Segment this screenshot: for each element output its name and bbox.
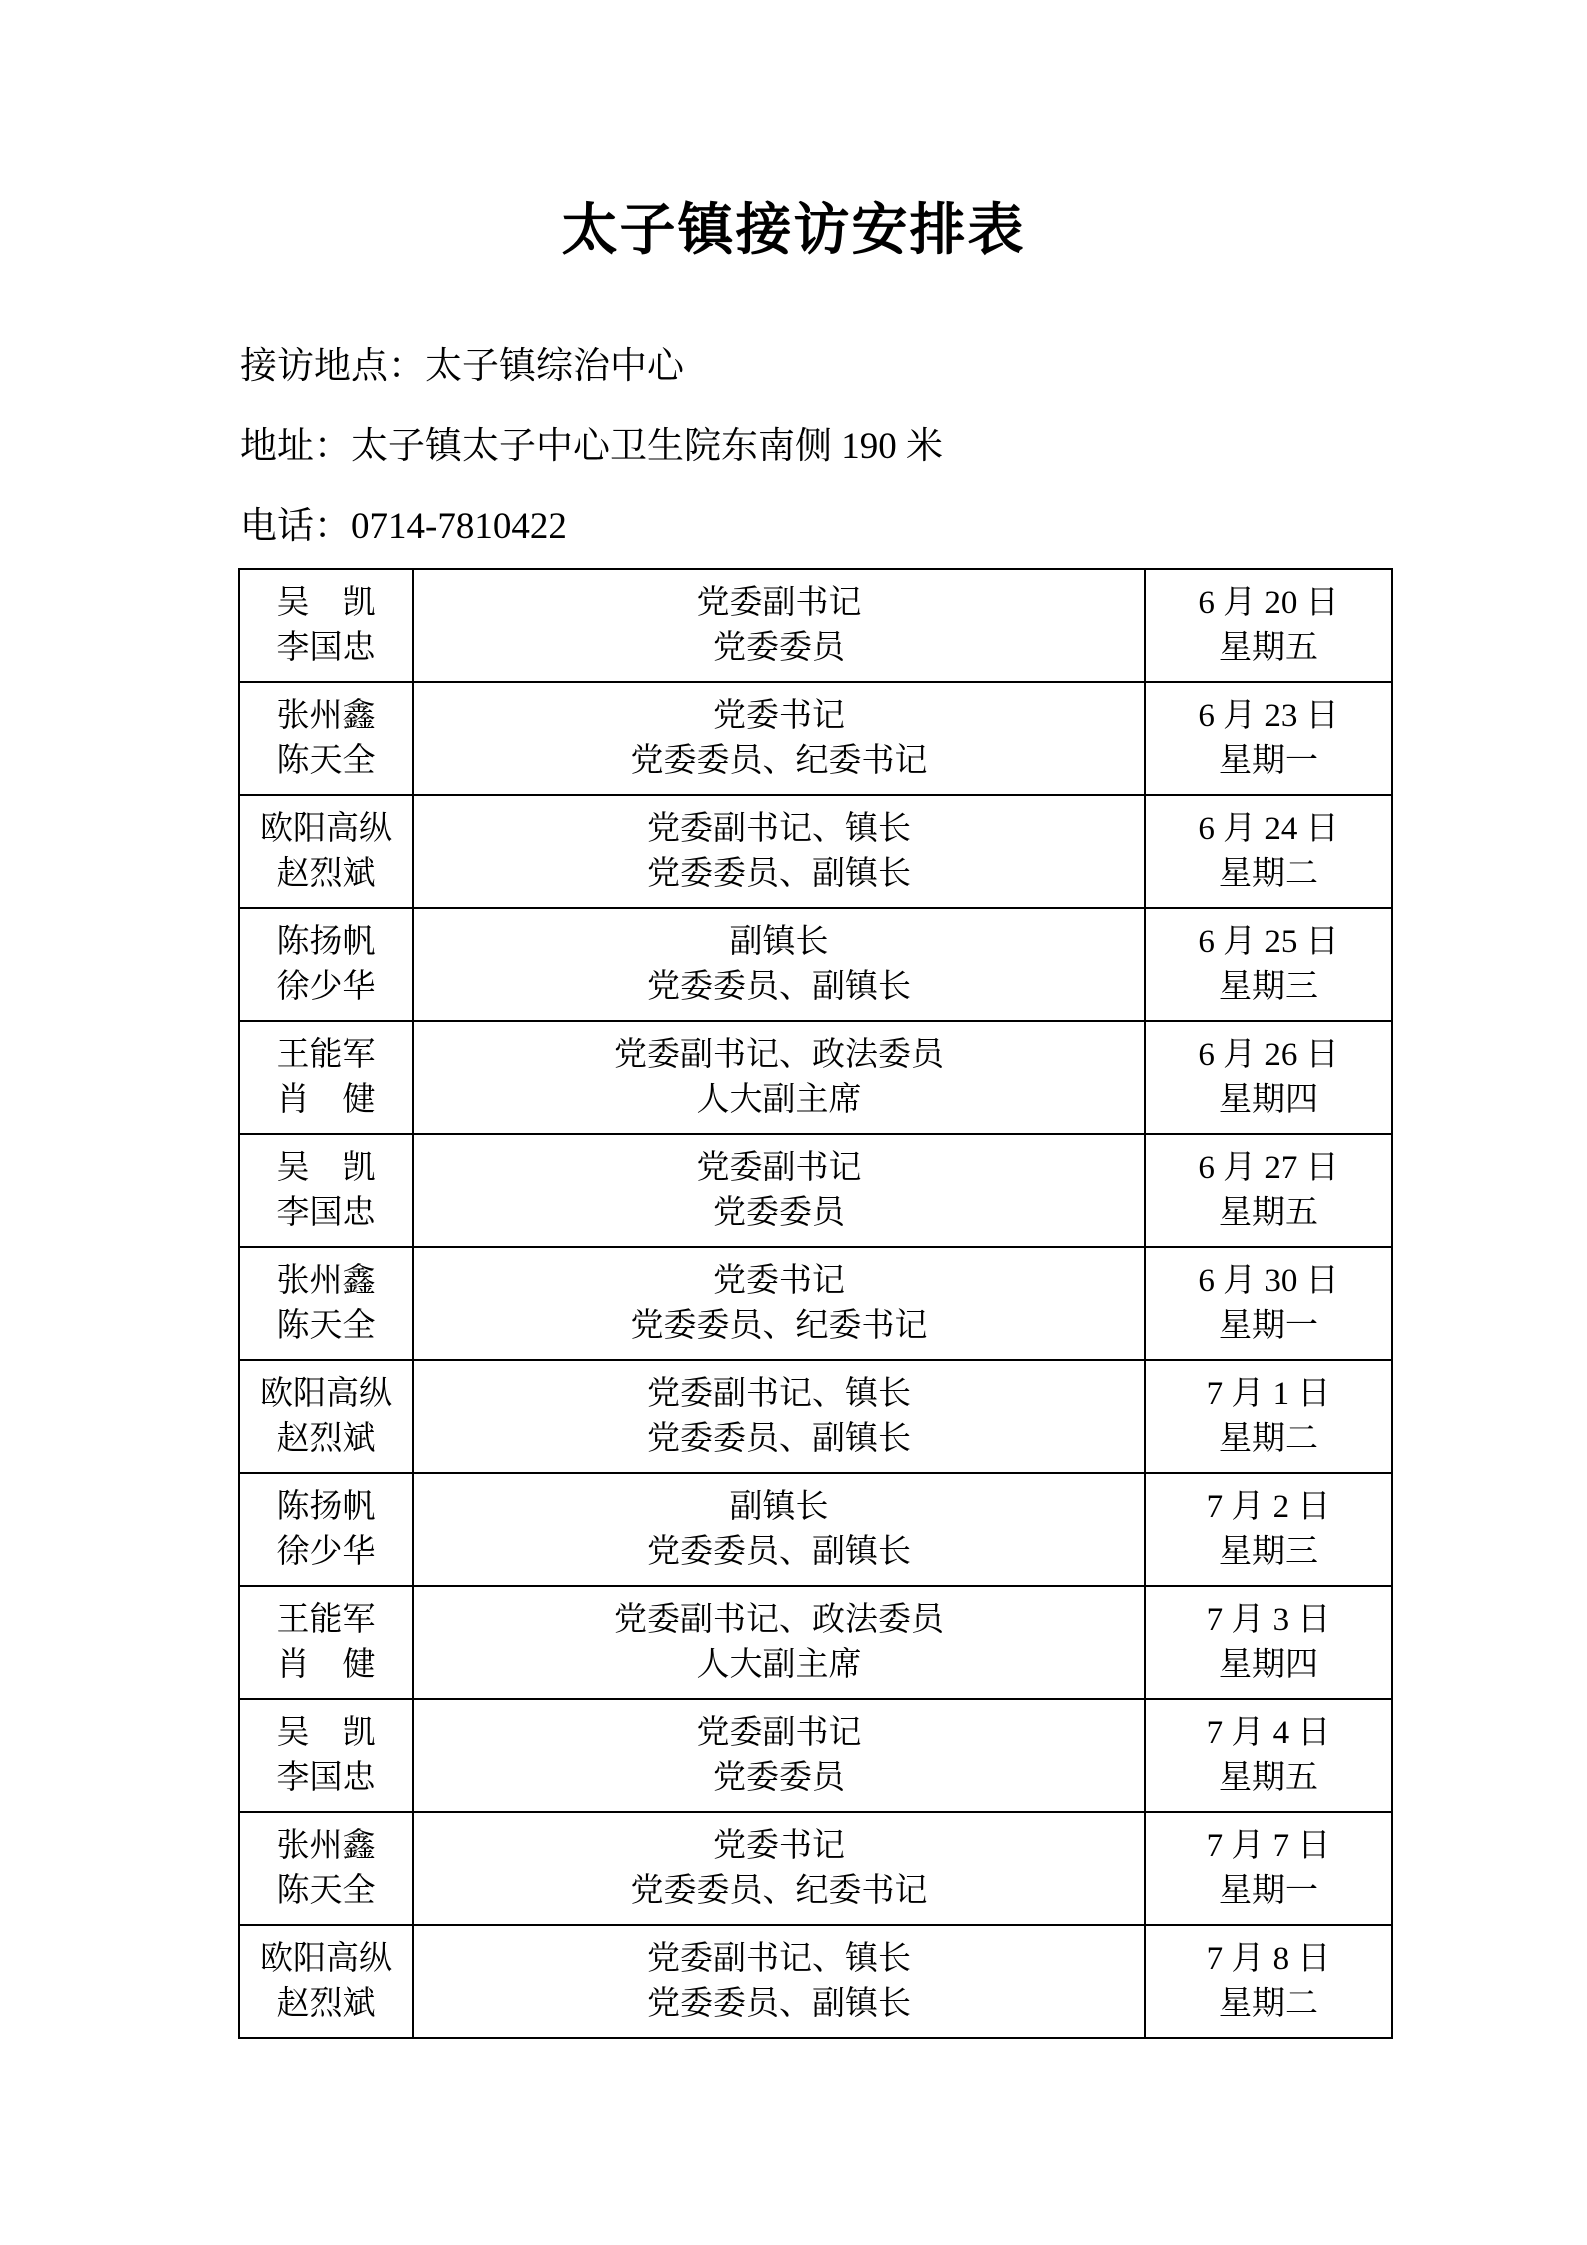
date-line: 星期五 <box>1219 1194 1318 1231</box>
names-line: 欧阳高纵 <box>260 1375 392 1412</box>
cell-date <box>1145 1021 1392 1134</box>
cell-positions <box>413 1360 1145 1473</box>
cell-positions <box>413 1473 1145 1586</box>
names-line: 赵烈斌 <box>276 855 376 892</box>
positions-line: 副镇长 <box>729 923 829 960</box>
positions-line: 党委副书记 <box>696 1714 862 1751</box>
cell-names <box>239 682 413 795</box>
table-row <box>239 1925 1392 2038</box>
cell-positions <box>413 1925 1145 2038</box>
cell-date <box>1145 569 1392 682</box>
cell-date <box>1145 1473 1392 1586</box>
date-line: 星期三 <box>1219 1533 1318 1570</box>
cell-positions <box>413 1699 1145 1812</box>
names-line: 欧阳高纵 <box>260 1940 392 1977</box>
cell-names <box>239 1699 413 1812</box>
table-row <box>239 908 1392 1021</box>
cell-names <box>239 1925 413 2038</box>
date-line: 星期四 <box>1219 1081 1318 1118</box>
cell-names <box>239 1360 413 1473</box>
date-line: 6 月 27 日 <box>1198 1149 1339 1186</box>
date-line: 6 月 20 日 <box>1198 584 1339 621</box>
date-line: 星期四 <box>1219 1646 1318 1683</box>
cell-positions <box>413 682 1145 795</box>
cell-date <box>1145 908 1392 1021</box>
positions-line: 党委委员、副镇长 <box>647 1533 911 1570</box>
positions-line: 党委委员、副镇长 <box>647 855 911 892</box>
date-line: 7 月 1 日 <box>1206 1375 1331 1412</box>
table-row <box>239 569 1392 682</box>
positions-line: 党委副书记、政法委员 <box>614 1601 944 1638</box>
names-line: 吴 凯 <box>276 584 376 621</box>
names-line: 张州鑫 <box>276 697 376 734</box>
table-row <box>239 1247 1392 1360</box>
names-line: 徐少华 <box>276 1533 376 1570</box>
names-line: 赵烈斌 <box>276 1420 376 1457</box>
names-line: 李国忠 <box>276 629 376 666</box>
date-line: 星期二 <box>1219 1420 1318 1457</box>
cell-date <box>1145 1134 1392 1247</box>
date-line: 6 月 26 日 <box>1198 1036 1339 1073</box>
cell-positions <box>413 1812 1145 1925</box>
date-line: 6 月 24 日 <box>1198 810 1339 847</box>
cell-names <box>239 908 413 1021</box>
positions-line: 党委委员、副镇长 <box>647 1985 911 2022</box>
names-line: 李国忠 <box>276 1194 376 1231</box>
cell-positions <box>413 1021 1145 1134</box>
reception-location-line: 接访地点：太子镇综治中心 <box>240 346 684 387</box>
positions-line: 副镇长 <box>729 1488 829 1525</box>
cell-positions <box>413 1247 1145 1360</box>
table-row <box>239 1812 1392 1925</box>
date-line: 星期一 <box>1219 1872 1318 1909</box>
names-line: 张州鑫 <box>276 1827 376 1864</box>
date-line: 星期三 <box>1219 968 1318 1005</box>
positions-line: 党委副书记 <box>696 1149 862 1186</box>
date-line: 6 月 23 日 <box>1198 697 1339 734</box>
positions-line: 党委书记 <box>713 697 845 734</box>
table-row <box>239 795 1392 908</box>
table-row <box>239 1134 1392 1247</box>
positions-line: 党委书记 <box>713 1262 845 1299</box>
date-line: 6 月 30 日 <box>1198 1262 1339 1299</box>
table-row <box>239 1021 1392 1134</box>
names-line: 王能军 <box>276 1036 376 1073</box>
positions-line: 党委副书记、镇长 <box>647 1940 911 1977</box>
cell-positions <box>413 569 1145 682</box>
date-line: 7 月 7 日 <box>1206 1827 1331 1864</box>
cell-names <box>239 1134 413 1247</box>
names-line: 吴 凯 <box>276 1149 376 1186</box>
names-line: 李国忠 <box>276 1759 376 1796</box>
positions-line: 党委委员、纪委书记 <box>630 742 928 779</box>
cell-positions <box>413 1586 1145 1699</box>
date-line: 星期二 <box>1219 1985 1318 2022</box>
date-line: 7 月 4 日 <box>1206 1714 1331 1751</box>
table-row <box>239 1360 1392 1473</box>
positions-line: 党委副书记、镇长 <box>647 1375 911 1412</box>
positions-line: 党委副书记、镇长 <box>647 810 911 847</box>
cell-date <box>1145 1812 1392 1925</box>
cell-date <box>1145 1247 1392 1360</box>
schedule-table-body <box>239 569 1392 2038</box>
positions-line: 党委书记 <box>713 1827 845 1864</box>
names-line: 吴 凯 <box>276 1714 376 1751</box>
names-line: 陈天全 <box>276 742 376 779</box>
date-line: 7 月 2 日 <box>1206 1488 1331 1525</box>
names-line: 欧阳高纵 <box>260 810 392 847</box>
cell-date <box>1145 795 1392 908</box>
cell-positions <box>413 908 1145 1021</box>
names-line: 陈天全 <box>276 1872 376 1909</box>
positions-line: 党委委员、副镇长 <box>647 968 911 1005</box>
schedule-table <box>238 568 1393 2039</box>
info-block <box>240 322 1587 562</box>
table-row <box>239 1473 1392 1586</box>
names-line: 肖 健 <box>276 1646 376 1683</box>
positions-line: 党委委员 <box>713 1759 845 1796</box>
positions-line: 党委委员、副镇长 <box>647 1420 911 1457</box>
names-line: 赵烈斌 <box>276 1985 376 2022</box>
names-line: 肖 健 <box>276 1081 376 1118</box>
cell-names <box>239 795 413 908</box>
names-line: 陈扬帆 <box>276 1488 376 1525</box>
date-line: 星期一 <box>1219 1307 1318 1344</box>
positions-line: 党委委员、纪委书记 <box>630 1307 928 1344</box>
positions-line: 党委委员 <box>713 629 845 666</box>
names-line: 张州鑫 <box>276 1262 376 1299</box>
positions-line: 党委副书记、政法委员 <box>614 1036 944 1073</box>
cell-positions <box>413 795 1145 908</box>
date-line: 星期五 <box>1219 1759 1318 1796</box>
table-row <box>239 1586 1392 1699</box>
date-line: 7 月 8 日 <box>1206 1940 1331 1977</box>
date-line: 星期一 <box>1219 742 1318 779</box>
cell-date <box>1145 1925 1392 2038</box>
cell-positions <box>413 1134 1145 1247</box>
names-line: 徐少华 <box>276 968 376 1005</box>
positions-line: 人大副主席 <box>696 1646 862 1683</box>
date-line: 6 月 25 日 <box>1198 923 1339 960</box>
names-line: 王能军 <box>276 1601 376 1638</box>
address-line: 地址：太子镇太子中心卫生院东南侧 190 米 <box>240 426 943 467</box>
cell-names <box>239 1473 413 1586</box>
table-row <box>239 682 1392 795</box>
page-title: 太子镇接访安排表 <box>561 200 1026 262</box>
date-line: 星期二 <box>1219 855 1318 892</box>
date-line: 7 月 3 日 <box>1206 1601 1331 1638</box>
cell-names <box>239 1247 413 1360</box>
table-row <box>239 1699 1392 1812</box>
date-line: 星期五 <box>1219 629 1318 666</box>
cell-date <box>1145 682 1392 795</box>
positions-line: 党委委员 <box>713 1194 845 1231</box>
positions-line: 人大副主席 <box>696 1081 862 1118</box>
cell-date <box>1145 1699 1392 1812</box>
cell-names <box>239 569 413 682</box>
cell-date <box>1145 1360 1392 1473</box>
cell-names <box>239 1812 413 1925</box>
cell-names <box>239 1586 413 1699</box>
phone-line: 电话：0714-7810422 <box>240 506 567 547</box>
positions-line: 党委委员、纪委书记 <box>630 1872 928 1909</box>
names-line: 陈扬帆 <box>276 923 376 960</box>
cell-date <box>1145 1586 1392 1699</box>
cell-names <box>239 1021 413 1134</box>
positions-line: 党委副书记 <box>696 584 862 621</box>
names-line: 陈天全 <box>276 1307 376 1344</box>
